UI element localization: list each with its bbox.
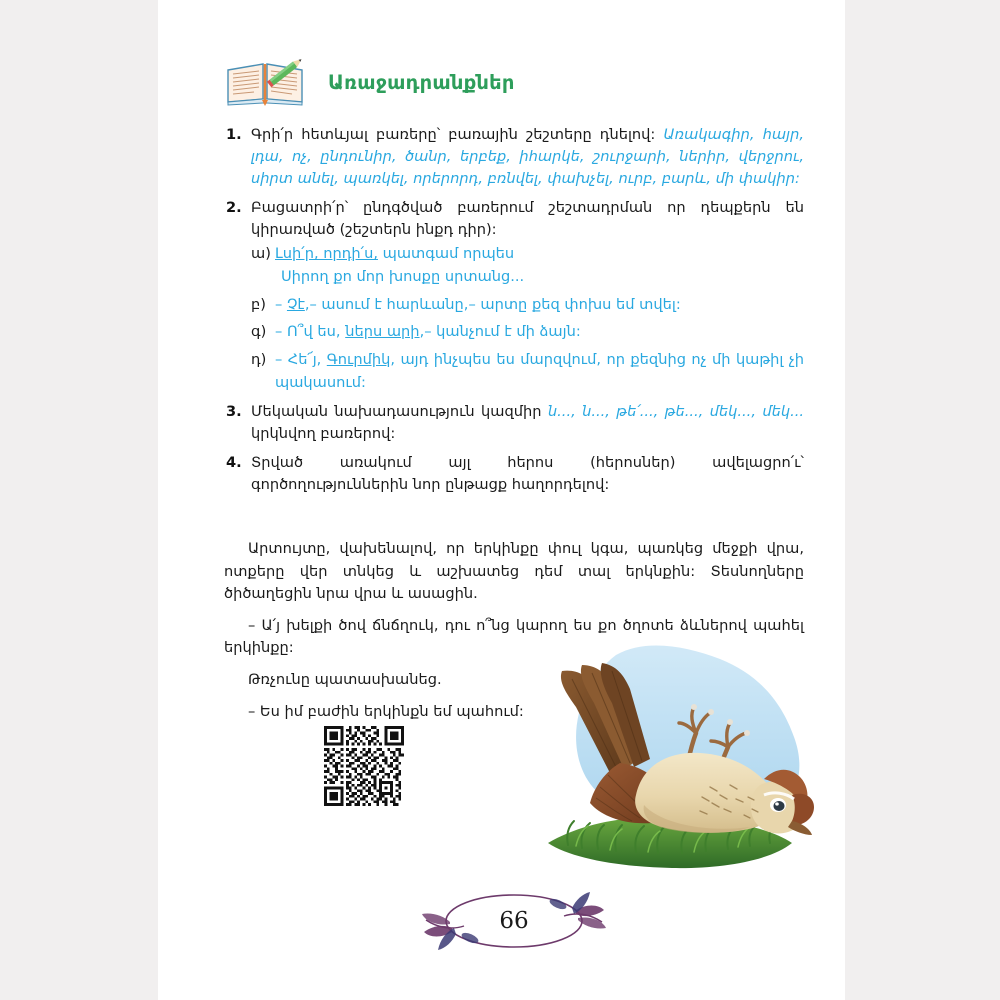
exercise-2-sub-d: [251, 349, 804, 394]
page-title: Առաջադրանքներ: [328, 70, 515, 94]
exercise-number-1: 1.: [226, 126, 242, 143]
exercise-number-3: 3.: [226, 403, 242, 421]
sub-letter-c: գ): [251, 323, 267, 341]
sub-d-pre: Հե՜յ,: [287, 350, 327, 368]
sub-b-rest: ,– ասում է հարևանը,– արտը քեզ փոխս եմ տվել:: [304, 295, 681, 313]
exercise-item-4: [224, 452, 804, 496]
page-content: [224, 0, 804, 1000]
sub-a-continuation: Սիրող քո մոր խոսքը սրտանց...: [281, 268, 525, 286]
open-book-with-pencil-icon: [224, 56, 306, 108]
exercise-3-blue-words: ն..., ն..., թե՛..., թե..., մեկ..., մեկ...: [547, 403, 805, 421]
exercise-prompt-1: Գրի՛ր հետևյալ բառերը՝ բառային շեշտերը դնելով:: [251, 126, 656, 143]
sub-c-rest: ,– կանչում է մի ձայն:: [419, 323, 581, 341]
exercise-prompt-3-before: Մեկական նախադասություն կազմիր: [251, 403, 548, 421]
exercise-prompt-4: Տրված առակում այլ հերոս (հերոսներ) ավելացրո՛ւ՝ գործողություններին նոր ընթացք հաղորդելով:: [251, 453, 804, 493]
sub-c-underlined: ներս արի: [345, 323, 420, 341]
page-number-ornament: [404, 886, 624, 956]
sub-b-underlined: Չէ: [286, 295, 305, 313]
qr-code[interactable]: [324, 726, 404, 806]
exercise-2-sub-a: [251, 243, 804, 288]
page-number: 66: [499, 908, 529, 934]
sub-letter-b: բ): [251, 295, 266, 313]
sub-d-underlined: Գուրմիկ: [326, 350, 391, 368]
sub-d-dash: –: [275, 350, 288, 368]
exercise-number-4: 4.: [226, 453, 242, 471]
sub-a-underlined: Լսի՛ր, որդի՛ս,: [275, 245, 378, 263]
story-paragraph-4: – Ես իմ բաժին երկինքն եմ պահում:: [248, 702, 524, 720]
section-heading: [224, 56, 515, 108]
story-paragraph-1: Արտույտը, վախենալով, որ երկինքը փուլ կգա, պառկեց մեջքի վրա, ոտքերը վեր տնկեց և աշխատեց դեմ տալ երկնքին: Տեսնողները ծիծաղեցին նրա վրա և ասացին.: [224, 540, 804, 603]
story-paragraph-3: Թռչունը պատասխանեց.: [248, 671, 442, 689]
exercise-prompt-3-after: կրկնվող բառերով:: [251, 425, 396, 442]
exercise-2-sub-c: [251, 321, 804, 344]
story-text: [224, 538, 804, 723]
sub-c-dash: –: [275, 323, 287, 341]
exercise-item-3: [224, 401, 804, 445]
sub-c-pre: Ո՞վ ես,: [286, 323, 346, 341]
exercise-item-2: [224, 197, 804, 394]
sub-letter-d: դ): [251, 350, 267, 368]
sub-a-rest: պատգամ որպես: [377, 245, 515, 263]
exercise-list: [224, 124, 804, 503]
story-paragraph-2: – Ա՛յ խելքի ծով ճնճղուկ, դու ո՞նց կարող ես քո ծղոտե ձևներով պահել երկինքը:: [224, 616, 804, 657]
sub-letter-a: ա): [251, 245, 271, 263]
exercise-number-2: 2.: [226, 198, 242, 216]
textbook-page: [158, 0, 845, 1000]
exercise-prompt-2: Բացատրի՛ր՝ ընդգծված բառերում շեշտադրման որ դեպքերն են կիրառված (շեշտերն ինքդ դիր):: [251, 198, 804, 238]
exercise-wordlist-1: Առակագիր, հայր, լդա, ոչ, ընդունիր, ծանր, երբեք, իհարկե, շուրջարի, ներիր, վերջրու, սիրտ անել, պառկել, որերորդ, բռնվել, փախչել, ուրբ, բարև, մի փակիր:: [251, 126, 805, 187]
sub-b-dash: –: [275, 295, 287, 313]
sub-d-rest: , այդ ինչպես ես մարզվում, որ քեզնից ոչ մի կաթիլ չի պակասում:: [275, 350, 804, 391]
exercise-2-sub-list: [251, 243, 804, 394]
exercise-2-sub-b: [251, 294, 804, 317]
exercise-item-1: [224, 124, 804, 190]
